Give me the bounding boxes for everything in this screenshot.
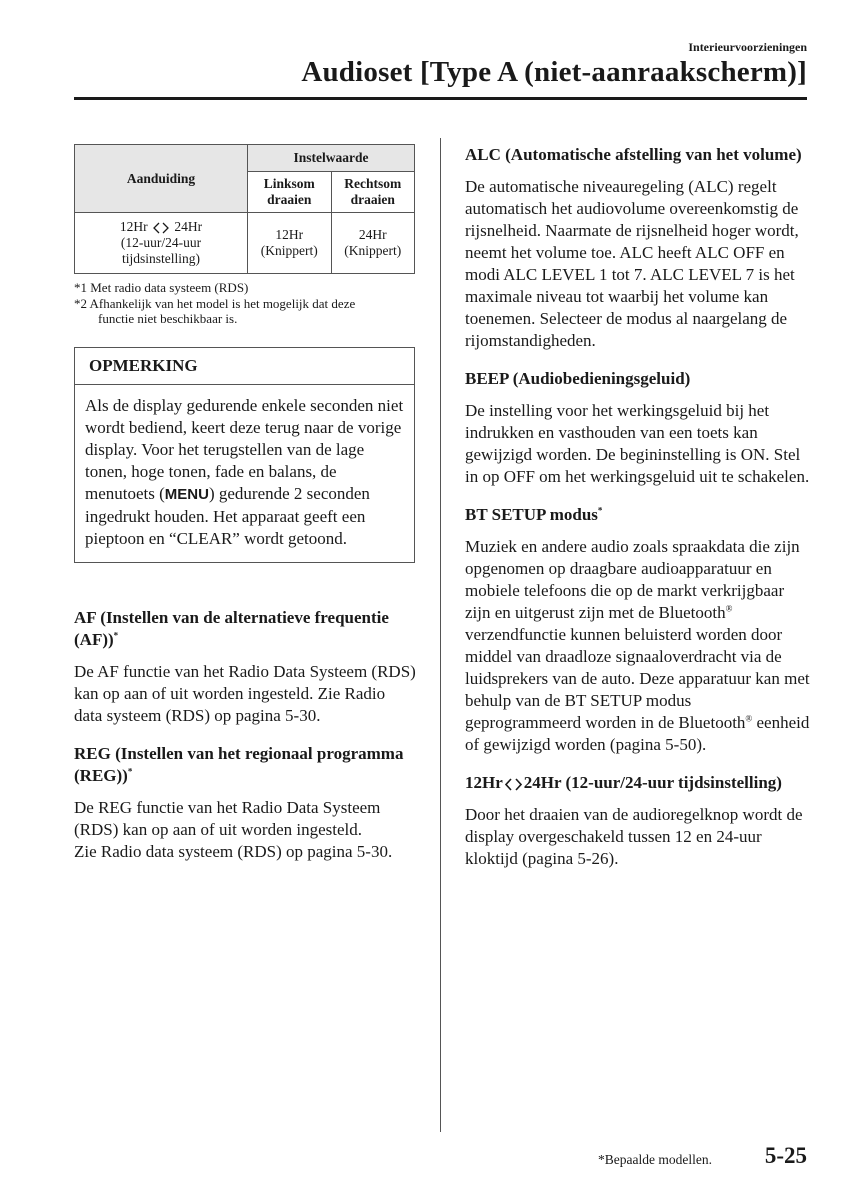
section-12hr-24hr [465,772,810,870]
rechtsom-label: Rechtsom draaien [344,176,402,207]
note-text-after: ) gedurende 2 seconden ingedrukt houden. Het apparaat geeft een pieptoon en “CLEAR” wordt getoond. [85,483,370,548]
footnote-2-continued: functie niet beschikbaar is. [98,311,238,326]
footnote-1: *1 Met radio data systeem (RDS) [74,280,249,295]
reg-paragraph-1: De REG functie van het Radio Data Systeem (RDS) kan op aan of uit worden ingesteld. [74,797,381,839]
chevron-left-right-icon [505,778,522,791]
right-column [465,144,810,870]
row-label-description: (12-uur/24-uur tijdsinstelling) [120,235,202,266]
table-cell-left [248,213,332,274]
section-beep [465,368,810,488]
heading-alc: ALC (Automatische afstelling van het volume) [465,145,802,164]
heading-bt-mark: * [597,505,603,516]
hr-paragraph: Door het draaien van de audioregelknop wordt de display overgeschakeld tussen 12 en 24-uur kloktijd (pagina 5-26). [465,805,803,868]
row-label-12hr: 12Hr [119,219,148,234]
reg-paragraph-2: Zie Radio data systeem (RDS) op pagina 5-30. [74,841,393,861]
alc-paragraph: De automatische niveauregeling (ALC) regelt automatisch het audiovolume overeenkomstig de rijsnelheid. Naarmate de rijsnelheid hoger wordt, neemt het volume toe. ALC heeft ALC OFF en modi ALC LEVEL 1 tot 7. ALC LEVEL 7 is het maximale niveau tot waarbij het volume kan toenemen. Selecteer de modus al naargelang de rijomstandigheden. [465,177,799,350]
heading-af [74,607,416,651]
heading-bt-text: BT SETUP modus [465,505,598,524]
registered-mark-1: ® [725,603,733,614]
registered-mark-2: ® [745,713,753,724]
table-row [75,213,415,274]
heading-reg-text: REG (Instellen van het regionaal programma (REG)) [74,743,404,785]
section-alc [465,144,810,352]
page-number: 5-25 [764,1143,807,1168]
title-rule [74,97,807,100]
section-reg [74,743,416,863]
heading-beep: BEEP (Audiobedieningsgeluid) [465,369,691,388]
bt-text-2: verzendfunctie kunnen beluisterd worden door middel van draadloze signaaloverdracht via de luidsprekers van de auto. Deze apparatuur kan met behulp van de BT SETUP modus geprogrammeerd worden in de Bluetooth [465,625,810,732]
heading-af-mark: * [113,629,119,640]
footnote-2: *2 Afhankelijk van het model is het mogelijk dat deze [74,295,356,311]
table-cell-right [331,213,415,274]
heading-reg [74,743,416,787]
bt-text-1: Muziek en andere audio zoals spraakdata die zijn opgenomen op draagbare audioapparatuur en mobiele telefoons die op de markt verkrijgbaar zijn en uitgerust zijn met de Bluetooth [465,537,800,622]
table-header-rechtsom [331,172,415,213]
menu-key-label: MENU [164,485,209,503]
heading-bt-setup [465,504,810,526]
footer-note: *Bepaalde modellen. [598,1152,712,1167]
af-paragraph: De AF functie van het Radio Data Systeem (RDS) kan op aan of uit worden ingesteld. Zie Radio data systeem (RDS) op pagina 5-30. [74,661,416,725]
cell-right-value: 24Hr (Knippert) [344,227,402,258]
linksom-label: Linksom draaien [263,176,315,207]
table-cell-aanduiding [75,213,248,274]
column-divider [440,138,441,1132]
cell-left-value: 12Hr (Knippert) [260,227,318,258]
heading-12hr: 12Hr [465,773,503,792]
beep-paragraph: De instelling voor het werkingsgeluid bij het indrukken en vasthouden van een toets kan gewijzigd worden. De begininstelling is ON. Stel in op OFF om het werkingsgeluid uit te schakelen. [465,401,810,486]
page-title: Audioset [Type A (niet-aanraakscherm)] [301,56,807,88]
note-box [74,347,415,563]
note-text-before: Als de display gedurende enkele seconden niet wordt bediend, keert deze terug naar de vorige display. Voor het terugstellen van de lage tonen, hoge tonen, fade en balans, de menutoets ( [85,395,404,503]
section-bt-setup [465,504,810,756]
heading-af-text: AF (Instellen van de alternatieve frequentie (AF)) [74,607,389,649]
table-header-aanduiding: Aanduiding [75,145,248,213]
heading-24hr: 24Hr (12-uur/24-uur tijdsinstelling) [523,773,782,792]
bt-paragraph [465,536,810,756]
note-body [75,385,414,562]
table-header-instelwaarde: Instelwaarde [248,145,415,172]
left-column [74,144,416,863]
settings-table [74,144,415,274]
heading-12hr-24hr [465,772,810,794]
heading-reg-mark: * [127,765,133,776]
table-header-linksom [248,172,332,213]
row-label-24hr: 24Hr [174,219,203,234]
section-label: Interieurvoorzieningen [688,40,807,54]
footnotes [74,280,416,327]
chevron-left-right-icon [153,222,169,234]
section-af [74,607,416,727]
bt-text-3: eenheid of gewijzigd worden (pagina 5-50). [465,713,810,754]
note-header: OPMERKING [75,348,414,385]
